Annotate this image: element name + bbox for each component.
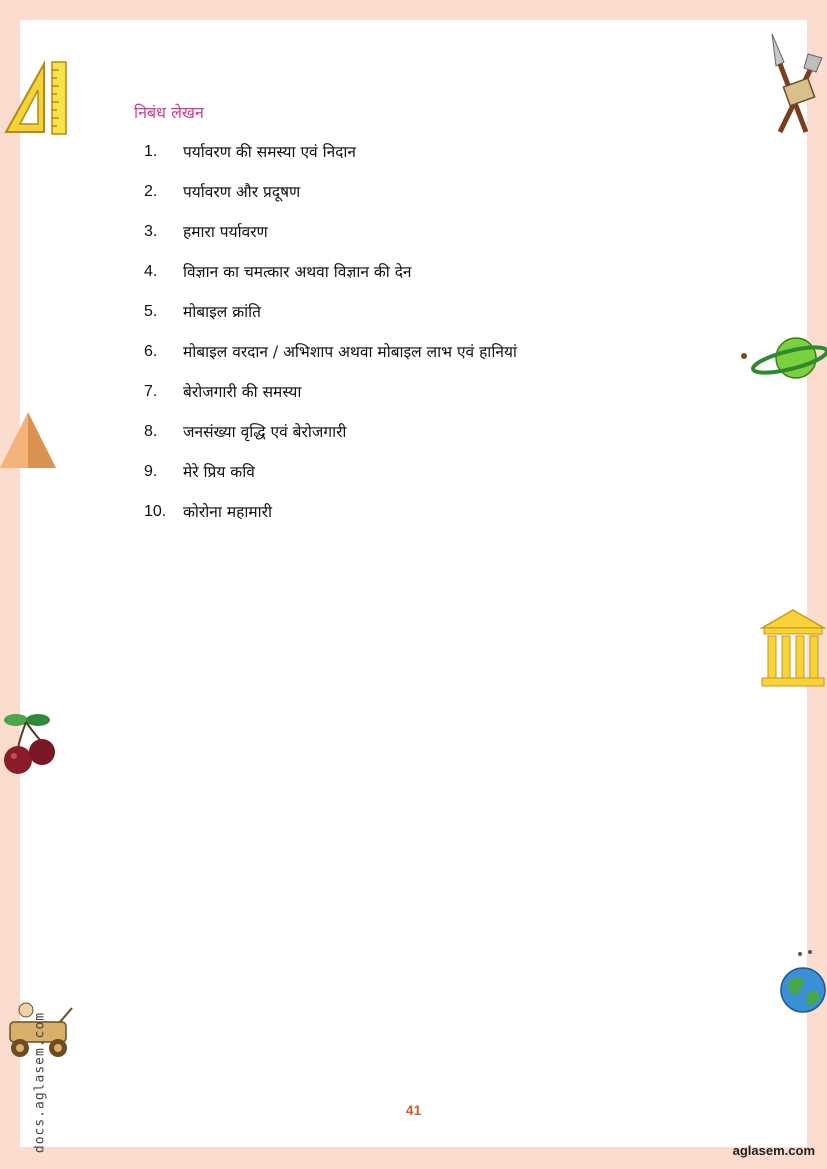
temple-icon bbox=[760, 608, 826, 688]
item-text: हमारा पर्यावरण bbox=[183, 223, 268, 241]
pyramid-icon bbox=[0, 410, 58, 470]
item-number: 9. bbox=[144, 463, 158, 480]
item-text: कोरोना महामारी bbox=[183, 503, 272, 521]
tools-icon bbox=[764, 32, 826, 136]
list-item bbox=[144, 260, 517, 300]
essay-topic-list bbox=[144, 140, 517, 540]
list-item bbox=[144, 180, 517, 220]
list-item bbox=[144, 220, 517, 260]
item-text: जनसंख्या वृद्धि एवं बेरोजगारी bbox=[183, 423, 347, 441]
item-text: मोबाइल क्रांति bbox=[183, 303, 261, 321]
list-item bbox=[144, 460, 517, 500]
planet-icon bbox=[740, 334, 827, 382]
item-text: पर्यावरण और प्रदूषण bbox=[183, 183, 301, 201]
earth-icon bbox=[780, 948, 826, 1018]
item-number: 8. bbox=[144, 423, 158, 440]
item-number: 1. bbox=[144, 143, 158, 160]
item-text: बेरोजगारी की समस्या bbox=[183, 383, 302, 401]
list-item bbox=[144, 500, 517, 540]
list-item bbox=[144, 140, 517, 180]
side-watermark: docs.aglasem.com bbox=[32, 1011, 48, 1154]
page-number: 41 bbox=[405, 1102, 422, 1118]
item-text: विज्ञान का चमत्कार अथवा विज्ञान की देन bbox=[183, 263, 412, 281]
list-item bbox=[144, 300, 517, 340]
brand-watermark: aglasem.com bbox=[732, 1143, 815, 1158]
cherries-icon bbox=[2, 708, 58, 778]
item-number: 7. bbox=[144, 383, 158, 400]
list-item bbox=[144, 340, 517, 380]
item-number: 6. bbox=[144, 343, 158, 360]
item-text: पर्यावरण की समस्या एवं निदान bbox=[183, 143, 357, 161]
item-text: मेरे प्रिय कवि bbox=[183, 463, 255, 481]
list-item bbox=[144, 380, 517, 420]
ruler-triangle-icon bbox=[4, 60, 68, 136]
item-number: 2. bbox=[144, 183, 158, 200]
item-text: मोबाइल वरदान / अभिशाप अथवा मोबाइल लाभ एवं हानियां bbox=[183, 343, 517, 361]
item-number: 4. bbox=[144, 263, 158, 280]
item-number: 3. bbox=[144, 223, 158, 240]
page-heading: निबंध लेखन bbox=[134, 103, 204, 122]
list-item bbox=[144, 420, 517, 460]
item-number: 5. bbox=[144, 303, 158, 320]
item-number: 10. bbox=[144, 503, 167, 520]
